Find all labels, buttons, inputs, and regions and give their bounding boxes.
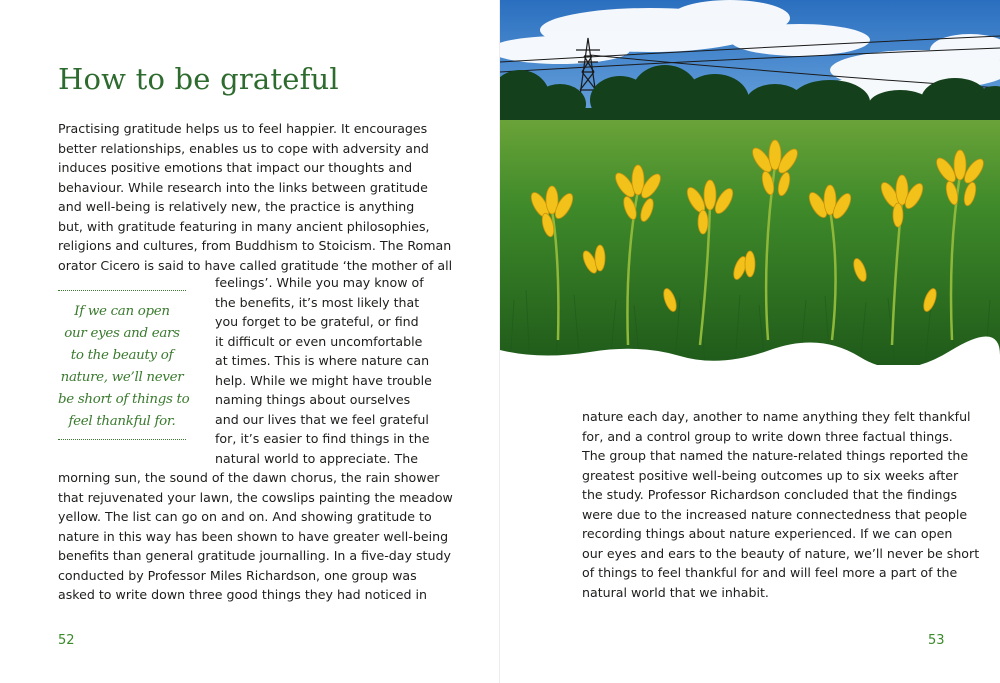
pull-quote-line: to the beauty of — [70, 348, 174, 363]
cowslip-meadow-illustration — [500, 0, 1000, 365]
body-line: you forget to be grateful, or find — [215, 314, 419, 329]
pull-quote — [58, 290, 190, 440]
page-title: How to be grateful — [58, 62, 339, 96]
body-line: at times. This is where nature can — [215, 353, 430, 368]
body-line: benefits than general gratitude journalling. In a five-day study — [58, 548, 451, 563]
body-line: yellow. The list can go on and on. And showing gratitude to — [58, 509, 432, 524]
body-line: greatest positive well-being outcomes up to six weeks after — [582, 467, 959, 483]
body-line: nature in this way has been shown to have greater well-being — [58, 528, 449, 544]
body-line: and well-being is relatively new, the practice is anything — [58, 199, 415, 214]
body-line: but, with gratitude featuring in many ancient philosophies, — [58, 218, 430, 234]
body-line: feelings’. While you may know of — [215, 275, 424, 290]
body-line: for, it’s easier to find things in the — [215, 431, 430, 446]
pull-quote-line: our eyes and ears — [64, 326, 180, 341]
body-line: help. While we might have trouble — [215, 372, 432, 388]
body-line: naming things about ourselves — [215, 392, 411, 407]
body-line: the study. Professor Richardson concluded that the findings — [582, 487, 958, 502]
page-number: 52 — [58, 633, 75, 648]
body-line: behaviour. While research into the links between gratitude — [58, 179, 428, 195]
right-page — [500, 0, 1000, 683]
body-line: The group that named the nature-related things reported the — [582, 448, 969, 463]
body-line: recording things about nature experienced. If we can open — [582, 526, 953, 541]
body-line: morning sun, the sound of the dawn chorus, the rain shower — [58, 470, 440, 485]
meadow — [500, 120, 1000, 365]
body-line: conducted by Professor Miles Richardson, one group was — [58, 567, 417, 583]
body-line: induces positive emotions that impact our thoughts and — [58, 160, 413, 175]
body-line: nature each day, another to name anything they felt thankful — [582, 409, 971, 424]
body-line: that rejuvenated your lawn, the cowslips painting the meadow — [58, 489, 453, 505]
pull-quote-line: nature, we’ll never — [60, 370, 184, 385]
body-line: religions and cultures, from Buddhism to Stoicism. The Roman — [58, 238, 452, 253]
body-line: Practising gratitude helps us to feel happier. It encourages — [58, 121, 428, 136]
page-number: 53 — [928, 633, 945, 648]
body-line: the benefits, it’s most likely that — [215, 294, 420, 310]
body-line: and our lives that we feel grateful — [215, 411, 429, 427]
body-line: of things to feel thankful for and will feel more a part of the — [582, 565, 958, 580]
body-line: natural world to appreciate. The — [215, 450, 418, 466]
body-line: natural world that we inhabit. — [582, 584, 769, 600]
body-line: orator Cicero is said to have called gratitude ‘the mother of all — [58, 257, 453, 273]
pull-quote-line: be short of things to — [58, 392, 190, 407]
body-line: were due to the increased nature connectedness that people — [582, 506, 968, 522]
pull-quote-rule-bottom — [58, 439, 186, 440]
body-line: better relationships, enables us to cope with adversity and — [58, 140, 429, 156]
body-line: asked to write down three good things they had noticed in — [58, 587, 427, 602]
body-line: our eyes and ears to the beauty of nature, we’ll never be short — [582, 545, 980, 561]
body-line: for, and a control group to write down three factual things. — [582, 428, 953, 444]
pull-quote-line: feel thankful for. — [68, 414, 176, 429]
pull-quote-line: If we can open — [74, 304, 170, 319]
body-line: it difficult or even uncomfortable — [215, 333, 423, 349]
